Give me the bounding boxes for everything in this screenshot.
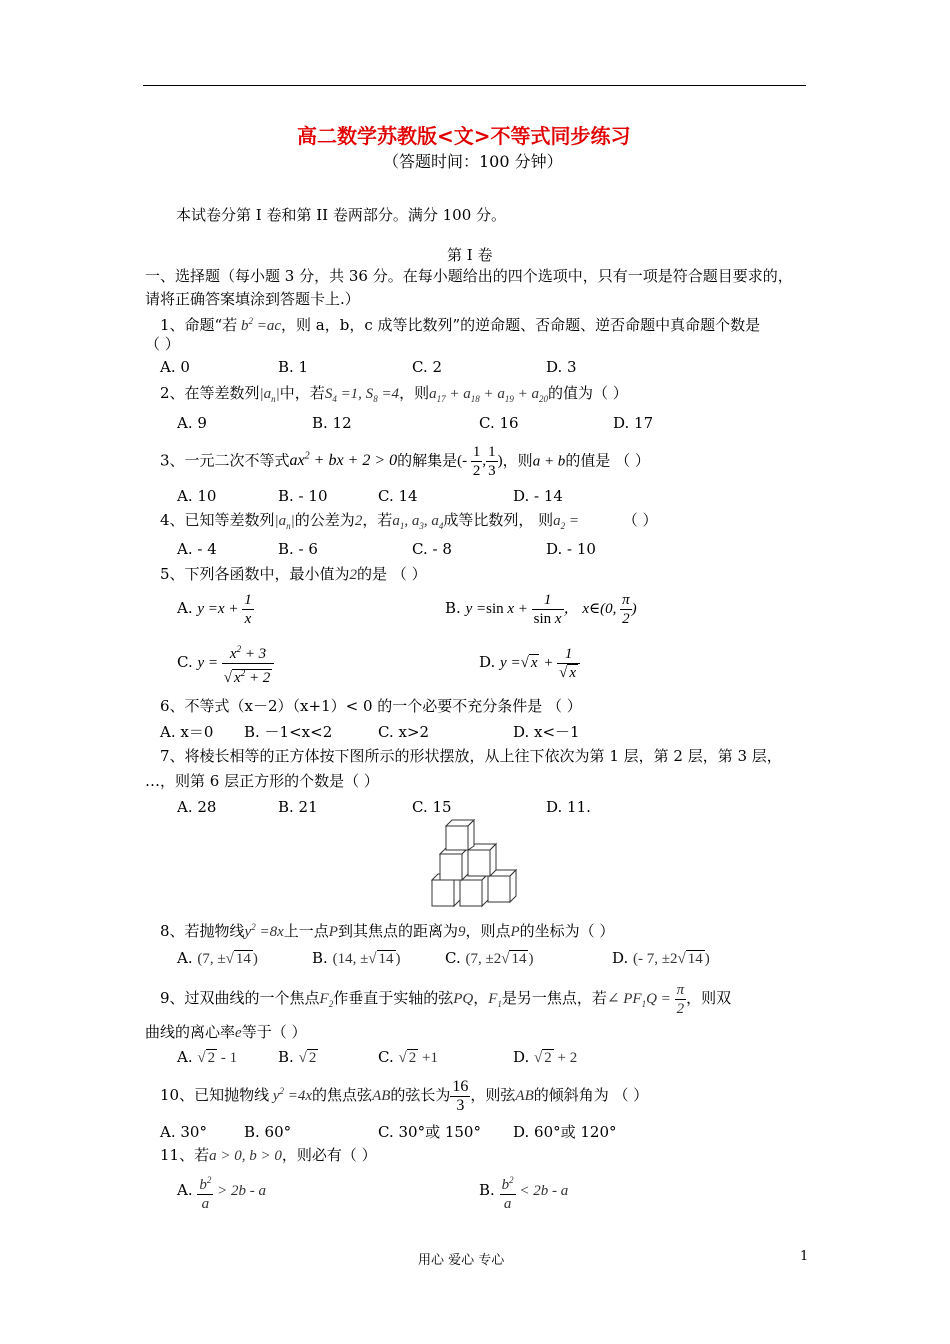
q5-opt-b-label: B. (445, 599, 461, 617)
q11-opt-a[interactable] (177, 1168, 266, 1213)
q5-min: 2 (349, 567, 358, 583)
q8-opt-a[interactable] (177, 948, 258, 969)
q9-stem-d: 是另一焦点，若 (501, 989, 607, 1007)
q1-paren: （ ） (145, 335, 180, 353)
q6-opt-d[interactable]: D. x<－1 (513, 723, 580, 741)
q2-stem-a: 2、在等差数列 (160, 384, 260, 402)
q2-stem-c: ，则 (399, 384, 430, 402)
q5-stem (160, 564, 427, 585)
q3-opt-a[interactable]: A. 10 (177, 487, 217, 505)
q10-ab2: AB (515, 1088, 534, 1104)
q11-opt-b-label: B. (479, 1181, 495, 1199)
q4-stem (160, 510, 658, 536)
q3-ineq: $ax^2$ + bx + 2 > 0 (289, 451, 398, 470)
q9-angle: ∠ $PF_1Q$ = $\frac{\pi}{2}$ (606, 982, 685, 1018)
q2-cond: $S_4 =1$, $S_8 =4$ (324, 386, 400, 404)
q5-opt-b-formula: y =sin x + $\frac{1}{\text{sin x}}$ ， x∈(0, $\frac{\pi}{2}$ ) (465, 592, 637, 628)
q8-stem-a: 8、若抛物线 (160, 922, 245, 940)
q9-opt-a-val: √ 2 - 1 (197, 1050, 238, 1066)
q8-dist: 9 (457, 924, 466, 940)
q1-stem-a: 1、命题“若 (160, 316, 238, 334)
q3-expr: a + b (532, 453, 566, 470)
q4-stem-e: （ ） (622, 511, 658, 529)
q8-opt-c[interactable] (445, 948, 533, 969)
q9-stem-line2: 曲线的离心率 (145, 1023, 236, 1041)
q2-sum: $a_{17} + a_{18} + a_{19} + a_{20}$ (429, 386, 548, 404)
q9-stem (160, 978, 731, 1024)
q2-opt-d[interactable]: D. 17 (613, 414, 654, 432)
q10-stem-a: 10、已知抛物线 (160, 1086, 270, 1104)
q2-opt-a[interactable]: A. 9 (177, 414, 207, 432)
q8-stem-e: 的坐标为（ ） (519, 922, 615, 940)
q2-stem-d: 的值为（ ） (547, 384, 628, 402)
q10-ab: AB (372, 1088, 391, 1104)
q6-opt-c[interactable]: C. x>2 (378, 723, 430, 741)
q8-opt-d[interactable] (612, 948, 710, 969)
q7-opt-a[interactable]: A. 28 (177, 798, 217, 816)
q4-stem-c: ，若 (362, 511, 393, 529)
q4-target: $a_2$ = (553, 513, 583, 531)
q1-opt-d[interactable]: D. 3 (546, 358, 577, 376)
part1-heading-cont: 请将正确答案填涂到答题卡上.） (145, 290, 360, 308)
q1-opt-c[interactable]: C. 2 (412, 358, 443, 376)
q2-seq: $|a_n|$ (259, 386, 280, 404)
q6-stem: 6、不等式（x－2）（x+1）< 0 的一个必要不充分条件是 （ ） (160, 697, 582, 715)
q8-opt-d-val: (- 7, ±2√ 14 ) (633, 951, 710, 967)
q8-opt-b-val: (14, ±√ 14 ) (332, 951, 401, 967)
q1-stem (160, 311, 760, 336)
q3-opt-c[interactable]: C. 14 (378, 487, 418, 505)
q8-p: P (328, 924, 338, 940)
q9-opt-a-label: A. (177, 1048, 193, 1066)
q8-opt-a-label: A. (177, 949, 193, 967)
stacked-cubes-figure (430, 818, 524, 910)
page-number: 1 (800, 1249, 809, 1264)
q11-stem (160, 1145, 377, 1166)
q3-stem-d: 的值是 （ ） (565, 451, 650, 470)
q9-opt-b-label: B. (278, 1048, 294, 1066)
q3-opt-d[interactable]: D. - 14 (513, 487, 563, 505)
q8-stem (160, 917, 614, 942)
q3-stem (160, 437, 650, 481)
header-rule (143, 85, 806, 86)
q1-stem-b: ，则 a，b，c 成等比数列”的逆命题、否命题、逆否命题中真命题个数是 (281, 316, 761, 334)
q5-opt-d-label: D. (479, 653, 496, 671)
q11-cond: a > 0, b > 0 (209, 1148, 282, 1164)
q9-opt-c-label: C. (378, 1048, 394, 1066)
q10-opt-c[interactable]: C. 30°或 150° (378, 1123, 481, 1141)
q5-opt-c-formula: y = $\frac{x^2 + 3}{√ x^2 + 2}$ (198, 655, 275, 671)
q4-d: 2 (354, 513, 363, 529)
q4-opt-d[interactable]: D. - 10 (546, 540, 596, 558)
q4-stem-a: 4、已知等差数列 (160, 511, 275, 529)
q11-stem-a: 11、若 (160, 1146, 210, 1164)
q10-stem-c: 的弦长为 (390, 1086, 451, 1104)
q5-opt-a[interactable] (177, 588, 254, 629)
q3-stem-c: ，则 (502, 451, 533, 470)
q5-opt-d[interactable] (479, 640, 580, 685)
q4-stem-d: 成等比数列， 则 (443, 511, 554, 529)
section-title: 第 I 卷 (447, 246, 493, 264)
q7-stem-cont: …，则第 6 层正方形的个数是（ ） (145, 772, 379, 790)
q6-opt-a[interactable]: A. x＝0 (160, 723, 214, 741)
footer-slogan: 用心 爱心 专心 (418, 1253, 505, 1268)
q7-opt-d[interactable]: D. 11. (546, 798, 591, 816)
q8-opt-d-label: D. (612, 949, 629, 967)
q10-opt-a[interactable]: A. 30° (160, 1123, 207, 1141)
page-subtitle: （答题时间：100 分钟） (383, 152, 563, 171)
q5-opt-c-label: C. (177, 653, 193, 671)
q10-stem-b: 的焦点弦 (312, 1086, 373, 1104)
q9-opt-c-val: √ 2 +1 (398, 1050, 438, 1066)
q5-opt-b[interactable] (445, 588, 637, 629)
q9-opt-d-label: D. (513, 1048, 530, 1066)
q9-stem-b: 作垂直于实轴的弦 (333, 989, 454, 1007)
q8-opt-b[interactable] (312, 948, 401, 969)
q9-e: e (235, 1025, 242, 1041)
q8-stem-b: 上一点 (283, 922, 329, 940)
q11-opt-b[interactable] (479, 1168, 568, 1213)
q9-opt-d-val: √ 2 + 2 (534, 1050, 578, 1066)
q8-stem-c: 到其焦点的距离为 (337, 922, 458, 940)
q10-stem-e: 的倾斜角为 （ ） (533, 1086, 649, 1104)
q11-opt-a-label: A. (177, 1181, 193, 1199)
q8-stem-d: ，则点 (465, 922, 511, 940)
q9-stem-a: 9、过双曲线的一个焦点 (160, 989, 320, 1007)
q5-opt-c[interactable] (177, 638, 274, 687)
page-title: 高二数学苏教版<文>不等式同步练习 (297, 124, 631, 148)
q1-formula: $b^2 =ac$ (237, 316, 281, 334)
q7-opt-b[interactable]: B. 21 (278, 798, 318, 816)
q9-f2: $F_2$ (319, 991, 334, 1009)
q3-opt-b[interactable]: B. - 10 (278, 487, 328, 505)
q9-pq: PQ (453, 991, 474, 1007)
q4-stem-b: 的公差为 (294, 511, 355, 529)
q3-interval: (- $\frac{1}{2}$ , $\frac{1}{3}$ ) (457, 444, 503, 480)
q9-stem-line2b: 等于（ ） (241, 1023, 307, 1041)
q9-opt-d[interactable] (513, 1047, 577, 1068)
q10-stem-d: ，则弦 (470, 1086, 516, 1104)
q7-stem: 7、将棱长相等的正方体按下图所示的形状摆放，从上往下依次为第 1 层，第 2 层，第 3 层， (160, 747, 782, 765)
q3-stem-a: 3、一元二次不等式 (160, 451, 290, 470)
q9-stem-cont (145, 1022, 306, 1043)
q5-opt-d-formula: y =√ x + $\frac{1}{√ x}$ (500, 655, 580, 671)
q9-opt-a[interactable] (177, 1047, 237, 1068)
q10-parabola: $y^2 =4x$ (269, 1086, 313, 1104)
q4-opt-a[interactable]: A. - 4 (177, 540, 217, 558)
q5-stem-a: 5、下列各函数中，最小值为 (160, 565, 350, 583)
q4-seq: $|a_n|$ (274, 513, 295, 531)
q2-stem (160, 383, 628, 409)
q6-opt-b[interactable]: B. －1<x<2 (244, 723, 333, 741)
part1-heading: 一、选择题（每小题 3 分，共 36 分。在每小题给出的四个选项中，只有一项是符合题目要求的， (145, 267, 793, 285)
q8-p2: P (510, 924, 520, 940)
q5-opt-a-label: A. (177, 599, 193, 617)
q10-len: $\frac{16}{3}$ (452, 1077, 469, 1114)
q8-opt-c-label: C. (445, 949, 461, 967)
q8-opt-b-label: B. (312, 949, 328, 967)
q9-stem-e: ，则双 (686, 989, 732, 1007)
q3-stem-b: 的解集是 (397, 451, 458, 470)
q4-opt-b[interactable]: B. - 6 (278, 540, 318, 558)
q11-opt-a-formula: $\frac{b^2}{a}$ > 2b - a (197, 1183, 266, 1199)
q5-opt-a-formula: y =x + $\frac{1}{x}$ (197, 592, 252, 628)
q9-f1: $F_1$ (488, 991, 502, 1009)
q5-stem-b: 的是 （ ） (357, 565, 427, 583)
q10-opt-d[interactable]: D. 60°或 120° (513, 1123, 617, 1141)
q8-opt-a-val: (7, ±√ 14 ) (197, 951, 258, 967)
q1-opt-b[interactable]: B. 1 (278, 358, 309, 376)
q11-opt-b-formula: $\frac{b^2}{a}$ < 2b - a (500, 1183, 569, 1199)
q8-opt-c-val: (7, ±2√ 14 ) (465, 951, 534, 967)
q9-opt-c[interactable] (378, 1047, 438, 1068)
q11-stem-b: ，则必有（ ） (281, 1146, 377, 1164)
q10-opt-b[interactable]: B. 60° (244, 1123, 292, 1141)
q10-stem (160, 1071, 648, 1116)
q8-parabola: $y^2 =8x$ (244, 922, 284, 940)
q9-stem-c: ， (473, 989, 489, 1007)
q2-opt-b[interactable]: B. 12 (312, 414, 352, 432)
q2-opt-c[interactable]: C. 16 (479, 414, 519, 432)
q9-opt-b[interactable] (278, 1047, 318, 1068)
q2-stem-b: 中，若 (279, 384, 325, 402)
q9-opt-b-val: √ 2 (298, 1050, 317, 1066)
q1-opt-a[interactable]: A. 0 (160, 358, 190, 376)
intro-text: 本试卷分第 I 卷和第 II 卷两部分。满分 100 分。 (176, 206, 507, 224)
q7-opt-c[interactable]: C. 15 (412, 798, 452, 816)
q4-terms: $a_1$, $a_3$, $a_4$ (392, 513, 444, 531)
q4-opt-c[interactable]: C. - 8 (412, 540, 452, 558)
